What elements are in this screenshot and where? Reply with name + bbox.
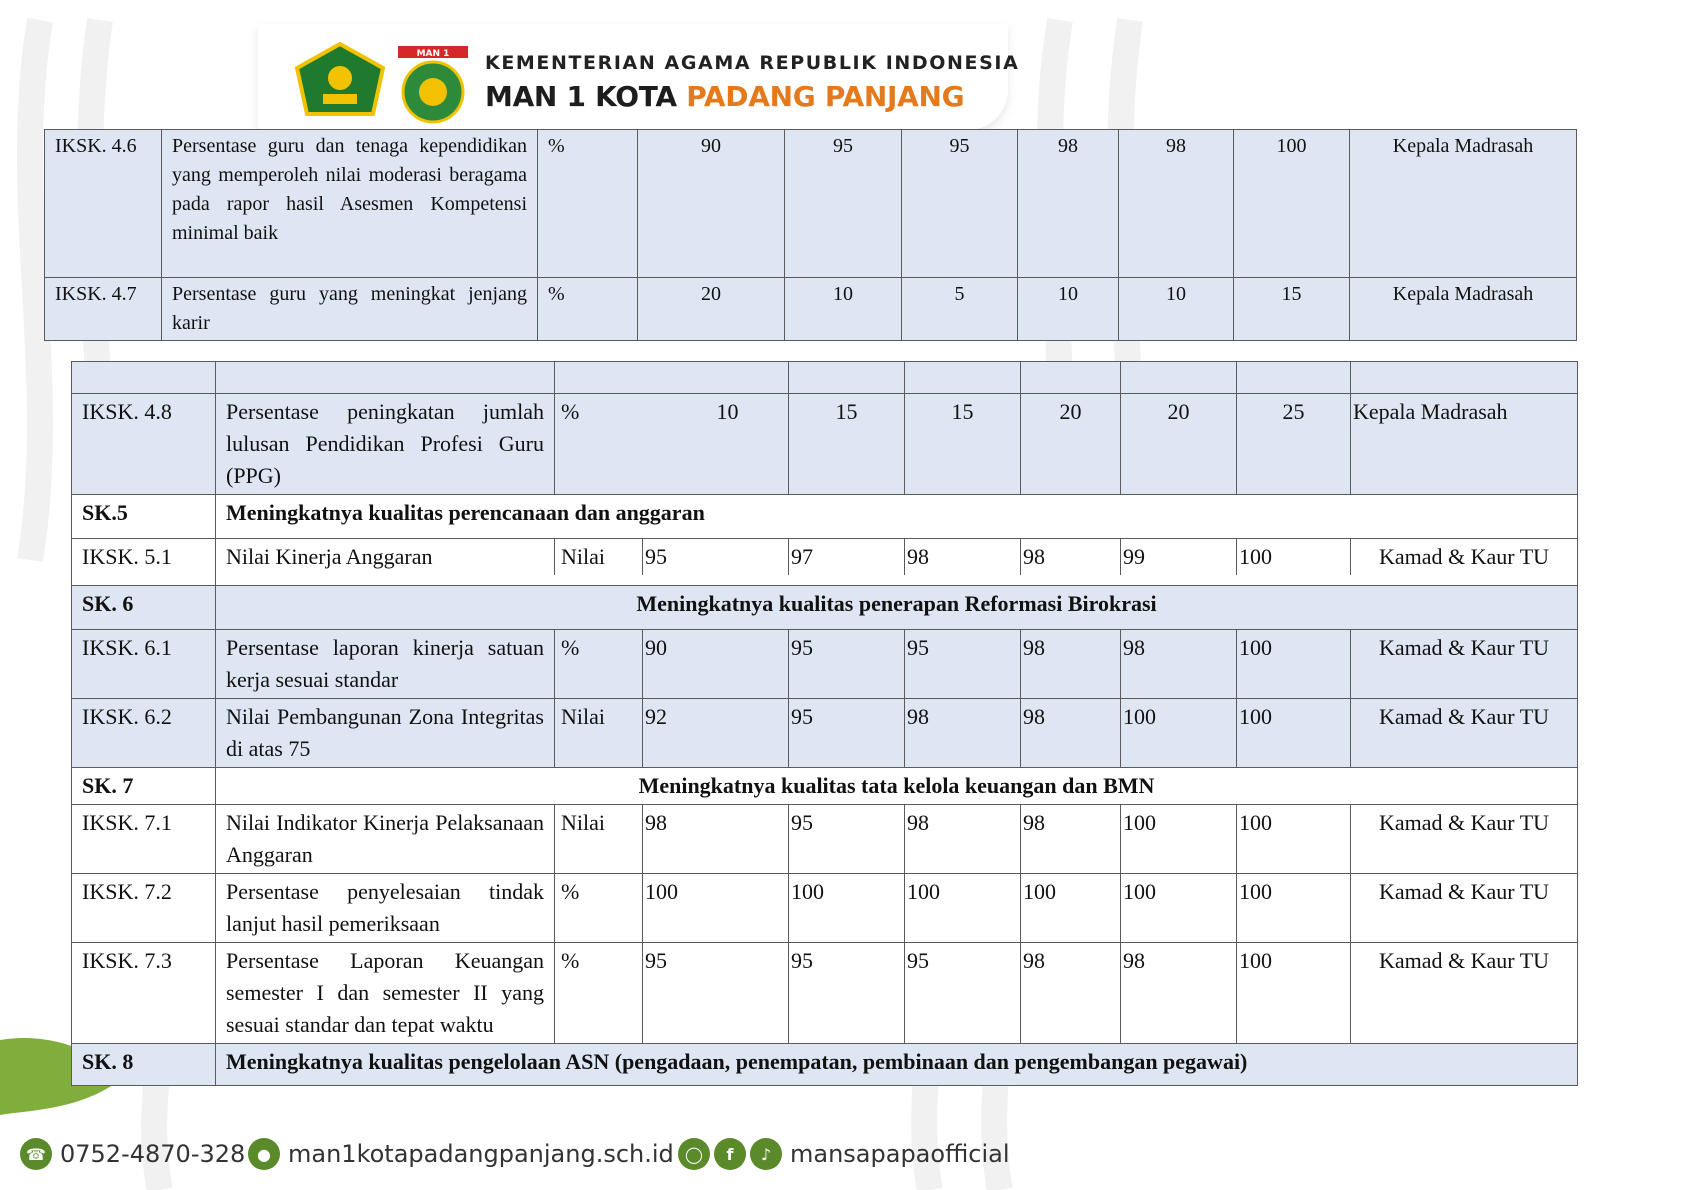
row-indicator: Persentase laporan kinerja satuan kerja sesuai standar	[216, 630, 555, 698]
row-value: 15	[789, 394, 905, 495]
table-row	[45, 130, 1577, 278]
row-value: 25	[1237, 394, 1351, 495]
sk-code: SK. 8	[72, 1044, 216, 1086]
row-indicator: Persentase guru dan tenaga kependidikan yang memperoleh nilai moderasi beragama pada rapor hasil Asesmen Kompetensi minimal baik	[162, 130, 538, 278]
sk-code: SK. 6	[72, 586, 216, 630]
row-unit: %	[538, 130, 638, 278]
phone-icon: ☎	[20, 1138, 52, 1170]
row-unit: Nilai	[555, 805, 643, 873]
sk-header-row	[72, 586, 1578, 630]
row-value: 98	[1121, 630, 1237, 698]
row-unit	[555, 394, 789, 495]
table-row	[72, 630, 1578, 699]
row-value: 98	[1021, 699, 1121, 767]
row-value: 95	[643, 943, 789, 1043]
table-row	[72, 394, 1578, 495]
instagram-icon[interactable]: ◯	[678, 1138, 710, 1170]
table-row	[72, 539, 1578, 586]
row-value: 98	[1018, 130, 1119, 278]
row-pic: Kepala Madrasah	[1350, 130, 1577, 278]
row-value: 92	[643, 699, 789, 767]
table-row	[72, 874, 1578, 943]
row-pic: Kepala Madrasah	[1350, 278, 1577, 341]
row-value: 95	[789, 943, 905, 1043]
row-value: 90	[638, 130, 785, 278]
table-row	[72, 805, 1578, 874]
empty-cell	[555, 362, 789, 394]
row-pic: Kamad & Kaur TU	[1378, 810, 1550, 835]
row-value: 98	[1121, 943, 1237, 1043]
empty-row	[72, 362, 1578, 394]
footer-phone	[20, 1132, 245, 1176]
globe-icon: ●	[248, 1138, 280, 1170]
row-value: 98	[1021, 943, 1121, 1043]
footer-website	[248, 1132, 674, 1176]
phone-number: 0752-4870-328	[60, 1140, 246, 1168]
row-value: 98	[905, 805, 1021, 873]
row-value: 20	[1021, 394, 1121, 495]
row-body	[216, 943, 1578, 1044]
table-row	[45, 278, 1577, 341]
row-code: IKSK. 6.2	[72, 699, 216, 768]
row-value: 98	[1021, 630, 1121, 698]
row-value: 15	[1234, 278, 1350, 341]
row-body	[216, 874, 1578, 943]
empty-cell	[1021, 362, 1121, 394]
row-indicator: Nilai Kinerja Anggaran	[216, 539, 555, 575]
row-unit: %	[555, 630, 643, 698]
row-value: 100	[1237, 699, 1351, 767]
row-pic: Kamad & Kaur TU	[1378, 704, 1550, 729]
empty-cell	[789, 362, 905, 394]
row-code: IKSK. 6.1	[72, 630, 216, 699]
row-value: 98	[905, 539, 1021, 575]
target-table-1	[44, 129, 1577, 341]
kemenag-logo	[293, 42, 387, 120]
row-body	[216, 699, 1578, 768]
row-value: 98	[1021, 805, 1121, 873]
row-code: IKSK. 7.3	[72, 943, 216, 1044]
row-code: IKSK. 7.1	[72, 805, 216, 874]
row-value: 95	[643, 539, 789, 575]
empty-cell	[1121, 362, 1237, 394]
row-pic: Kamad & Kaur TU	[1378, 879, 1550, 904]
row-value: 95	[789, 630, 905, 698]
row-value: 98	[1119, 130, 1234, 278]
sk-title: Meningkatnya kualitas penerapan Reformasi Birokrasi	[216, 586, 1578, 630]
row-value: 10	[785, 278, 902, 341]
sk-title: Meningkatnya kualitas perencanaan dan anggaran	[216, 495, 1578, 539]
row-indicator: Persentase guru yang meningkat jenjang karir	[162, 278, 538, 341]
row-unit: Nilai	[555, 539, 643, 575]
sk-header-row	[72, 768, 1578, 805]
row-indicator: Nilai Indikator Kinerja Pelaksanaan Anggaran	[216, 805, 555, 873]
row-code: IKSK. 4.8	[72, 394, 216, 495]
man1-logo	[396, 44, 470, 124]
row-value: 95	[789, 699, 905, 767]
row-pic: Kamad & Kaur TU	[1378, 948, 1550, 973]
tiktok-icon[interactable]: ♪	[750, 1138, 782, 1170]
row-value: 90	[643, 630, 789, 698]
row-code: IKSK. 4.7	[45, 278, 162, 341]
row-value: 99	[1121, 539, 1237, 575]
row-value: 10	[1119, 278, 1234, 341]
target-table-2	[71, 361, 1578, 1086]
man1-logo-banner: MAN 1	[416, 49, 450, 59]
sk-title: Meningkatnya kualitas tata kelola keuangan dan BMN	[216, 768, 1578, 805]
row-indicator: Nilai Pembangunan Zona Integritas di atas 75	[216, 699, 555, 767]
empty-cell	[1351, 362, 1578, 394]
row-value: 100	[905, 874, 1021, 942]
sk-title: Meningkatnya kualitas pengelolaan ASN (pengadaan, penempatan, pembinaan dan pengembangan pegawai)	[216, 1044, 1578, 1086]
row-value: 100	[643, 874, 789, 942]
row-indicator: Persentase penyelesaian tindak lanjut hasil pemeriksaan	[216, 874, 555, 942]
row-value: 10	[1018, 278, 1119, 341]
social-handle[interactable]: mansapapaofficial	[790, 1140, 1010, 1168]
row-value: 95	[785, 130, 902, 278]
row-value: 100	[1237, 630, 1351, 698]
empty-cell	[72, 362, 216, 394]
row-value: 100	[789, 874, 905, 942]
row-value: 97	[789, 539, 905, 575]
row-value: 98	[905, 699, 1021, 767]
empty-cell	[905, 362, 1021, 394]
row-indicator: Persentase Laporan Keuangan semester I dan semester II yang sesuai standar dan tepat waktu	[216, 943, 555, 1043]
facebook-icon[interactable]: f	[714, 1138, 746, 1170]
empty-cell	[216, 362, 555, 394]
empty-cell	[1237, 362, 1351, 394]
row-value: 95	[789, 805, 905, 873]
row-pic: Kamad & Kaur TU	[1378, 635, 1550, 660]
row-pic: Kepala Madrasah	[1351, 394, 1578, 495]
table-row	[72, 699, 1578, 768]
row-value: 100	[1121, 699, 1237, 767]
ministry-name: KEMENTERIAN AGAMA REPUBLIK INDONESIA	[485, 52, 1020, 74]
row-unit: %	[555, 874, 643, 942]
sk-code: SK. 7	[72, 768, 216, 805]
table-row	[72, 943, 1578, 1044]
row-value: 100	[1237, 539, 1351, 575]
row-value: 100	[1021, 874, 1121, 942]
school-name	[485, 80, 964, 113]
sk-header-row	[72, 495, 1578, 539]
row-value: 95	[905, 943, 1021, 1043]
row-value: 10	[716, 399, 739, 424]
row-unit: Nilai	[555, 699, 643, 767]
row-body	[216, 805, 1578, 874]
row-unit-text: %	[561, 399, 580, 424]
sk-header-row	[72, 1044, 1578, 1086]
row-body	[216, 539, 1578, 586]
row-code: IKSK. 4.6	[45, 130, 162, 278]
row-value: 95	[902, 130, 1018, 278]
row-value: 100	[1121, 805, 1237, 873]
row-code: IKSK. 5.1	[72, 539, 216, 586]
row-indicator: Persentase peningkatan jumlah lulusan Pendidikan Profesi Guru (PPG)	[216, 394, 555, 495]
website-link[interactable]: man1kotapadangpanjang.sch.id	[288, 1140, 674, 1168]
row-body	[216, 630, 1578, 699]
row-value: 100	[1121, 874, 1237, 942]
school-name-part2: PADANG PANJANG	[686, 80, 965, 113]
row-value: 15	[905, 394, 1021, 495]
row-value: 98	[1021, 539, 1121, 575]
footer-social	[678, 1132, 1010, 1176]
row-value: 100	[1237, 943, 1351, 1043]
row-code: IKSK. 7.2	[72, 874, 216, 943]
sk-code: SK.5	[72, 495, 216, 539]
school-name-part1: MAN 1 KOTA	[485, 80, 687, 113]
row-value: 100	[1237, 874, 1351, 942]
row-value: 100	[1234, 130, 1350, 278]
row-value: 100	[1237, 805, 1351, 873]
row-unit: %	[555, 943, 643, 1043]
row-value: 5	[902, 278, 1018, 341]
row-value: 98	[643, 805, 789, 873]
row-unit: %	[538, 278, 638, 341]
row-pic: Kamad & Kaur TU	[1378, 544, 1550, 569]
row-value: 20	[638, 278, 785, 341]
row-value: 20	[1121, 394, 1237, 495]
row-value: 95	[905, 630, 1021, 698]
